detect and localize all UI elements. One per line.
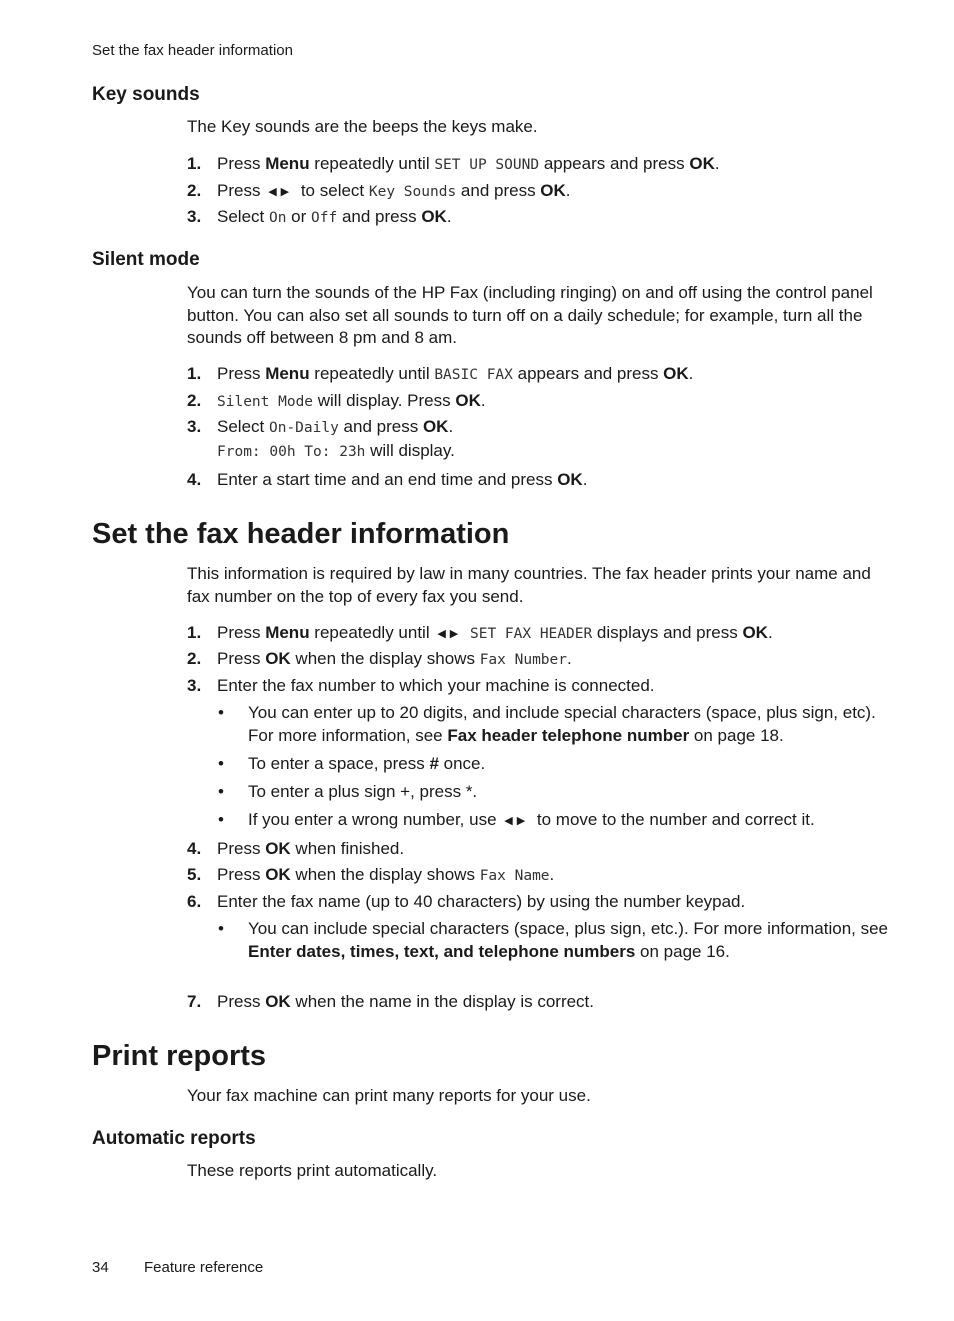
link-fax-header-telephone-number[interactable]: Fax header telephone number [447,725,690,745]
page-number: 34 [92,1259,109,1276]
fax-header-step-4: 4. Press OK when finished. [187,839,405,858]
running-head: Set the fax header information [92,42,293,59]
silent-mode-heading: Silent mode [92,249,200,270]
print-reports-heading: Print reports [92,1040,267,1072]
automatic-reports-intro: These reports print automatically. [187,1161,438,1180]
fax-header-intro: This information is required by law in many countries. The fax header prints your name and fax number on the top of every fax you send. [187,564,871,606]
silent-mode-step-1: 1. Press Menu repeatedly until BASIC FAX appears and press OK. [187,364,694,383]
silent-mode-intro: You can turn the sounds of the HP Fax (including ringing) on and off using the control panel button. You can also set all sounds to turn off on a daily schedule; for example, turn all the sounds off between 8 pm and 8 am. [187,283,873,347]
key-sounds-intro: The Key sounds are the beeps the keys make. [187,117,538,136]
left-right-arrow-keys-icon: ◀▶ [504,815,530,827]
print-reports-intro: Your fax machine can print many reports for your use. [187,1086,591,1105]
fax-header-step-3: 3. Enter the fax number to which your machine is connected. [187,676,655,695]
key-sounds-step-2: 2. Press ◀▶ to select Key Sounds and press OK. [187,181,571,200]
fax-header-step-1: 1. Press Menu repeatedly until ◀▶ SET FAX HEADER displays and press OK. [187,623,773,642]
key-sounds-heading: Key sounds [92,84,200,105]
fax-header-step-2: 2. Press OK when the display shows Fax Number. [187,649,572,668]
fax-header-heading: Set the fax header information [92,518,510,550]
silent-mode-step-2: 2. Silent Mode will display. Press OK. [187,391,486,410]
silent-mode-step-4: 4. Enter a start time and an end time and press OK. [187,470,588,489]
left-right-arrow-keys-icon: ◀▶ [268,186,294,198]
silent-mode-step-3: 3. Select On-Daily and press OK. From: 00h To: 23h will display. [187,417,455,460]
fax-header-step-5: 5. Press OK when the display shows Fax Name. [187,865,555,884]
left-right-arrow-keys-icon: ◀▶ [437,628,463,640]
link-enter-dates-times-text[interactable]: Enter dates, times, text, and telephone numbers [248,941,636,961]
footer-section: Feature reference [144,1259,264,1276]
key-sounds-step-1: 1. Press Menu repeatedly until SET UP SOUND appears and press OK. [187,154,720,173]
fax-header-step-7: 7. Press OK when the name in the display is correct. [187,992,595,1011]
fax-header-step-6: 6. Enter the fax name (up to 40 characters) by using the number keypad. [187,892,746,911]
automatic-reports-heading: Automatic reports [92,1128,256,1149]
key-sounds-step-3: 3. Select On or Off and press OK. [187,207,452,226]
